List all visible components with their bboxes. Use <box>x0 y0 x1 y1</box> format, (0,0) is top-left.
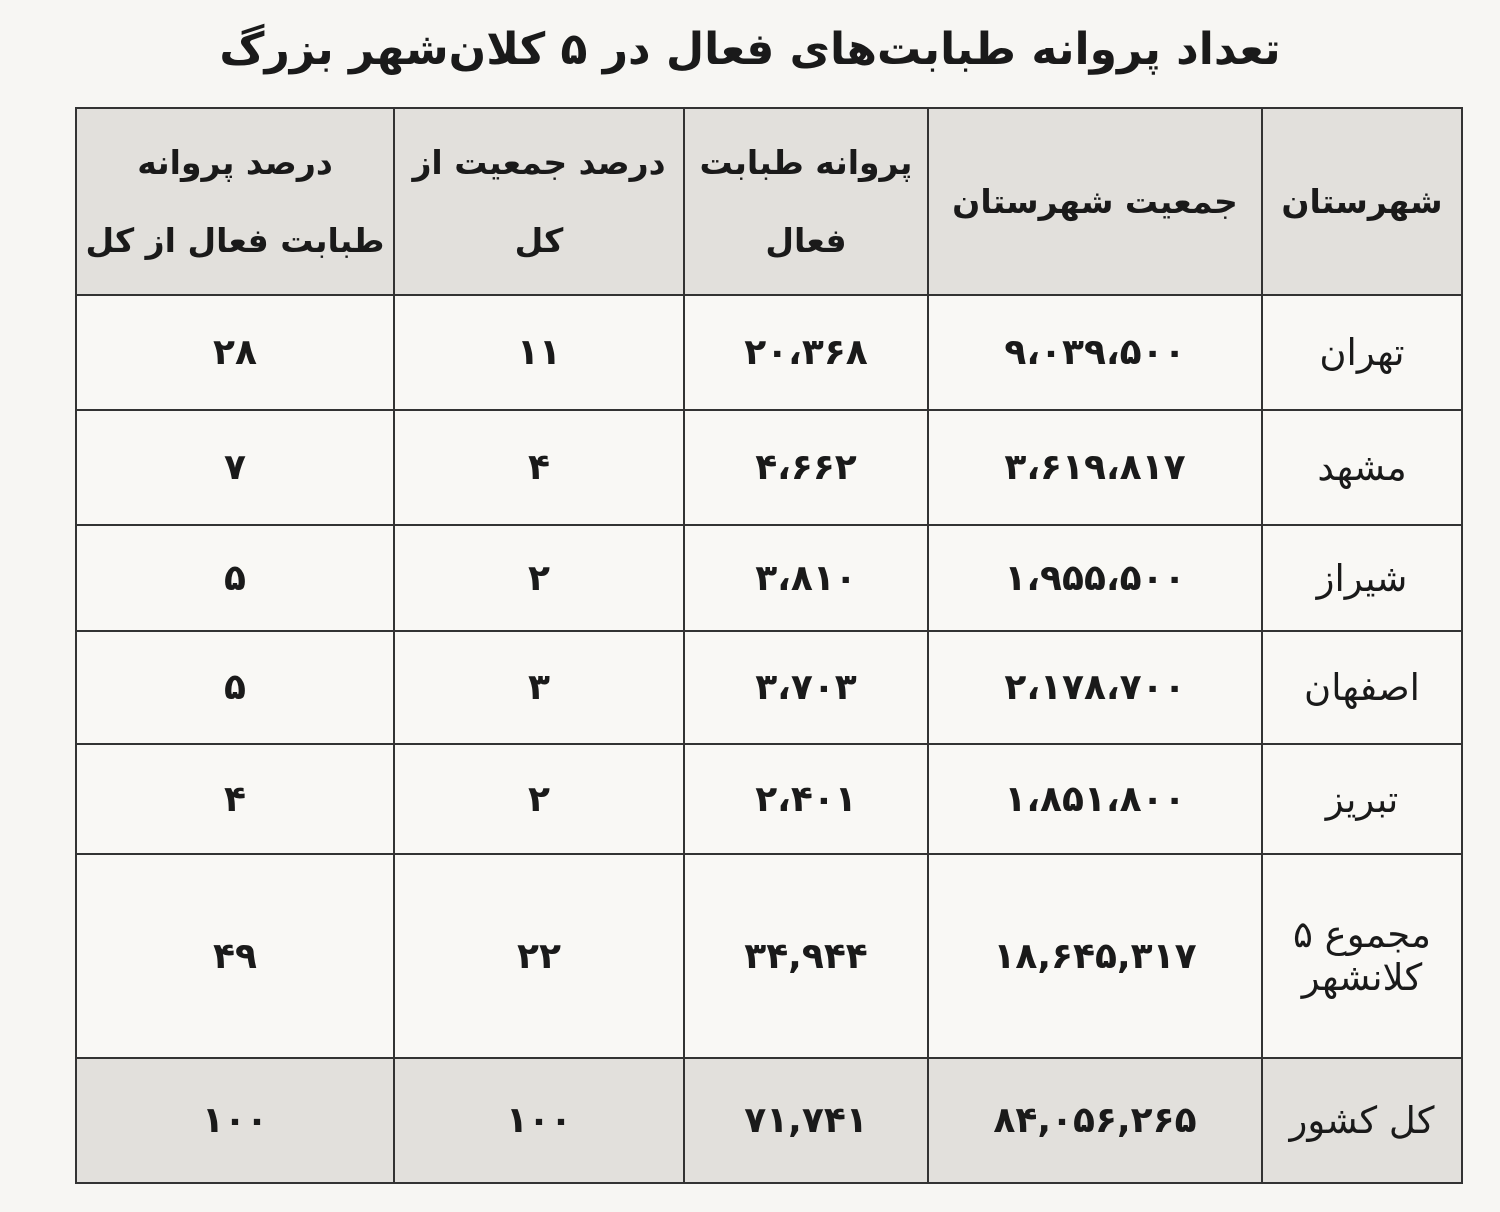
population-percent-cell: ۱۱ <box>394 295 684 410</box>
header-active-license: پروانه طبابت فعال <box>684 108 928 295</box>
table-row <box>76 295 1462 410</box>
license-percent-cell: ۷ <box>76 410 394 525</box>
license-cell: ۲،۴۰۱ <box>684 744 928 854</box>
city-cell: تبریز <box>1262 744 1462 854</box>
license-cell: ۲۰،۳۶۸ <box>684 295 928 410</box>
license-percent-cell: ۴ <box>76 744 394 854</box>
table-row <box>76 410 1462 525</box>
city-cell: مجموع ۵ کلانشهر <box>1262 854 1462 1058</box>
city-cell: تهران <box>1262 295 1462 410</box>
header-license-percent: درصد پروانه طبابت فعال از کل <box>76 108 394 295</box>
license-cell: ۴،۶۶۲ <box>684 410 928 525</box>
license-cell: ۳۴,۹۴۴ <box>684 854 928 1058</box>
table-row-total <box>76 1058 1462 1183</box>
city-cell: کل کشور <box>1262 1058 1462 1183</box>
license-cell: ۳،۷۰۳ <box>684 631 928 744</box>
population-cell: ۱،۸۵۱،۸۰۰ <box>928 744 1262 854</box>
license-cell: ۷۱,۷۴۱ <box>684 1058 928 1183</box>
population-cell: ۸۴,۰۵۶,۲۶۵ <box>928 1058 1262 1183</box>
population-cell: ۱،۹۵۵،۵۰۰ <box>928 525 1262 631</box>
header-population-percent: درصد جمعیت از کل <box>394 108 684 295</box>
population-percent-cell: ۲۲ <box>394 854 684 1058</box>
data-table <box>75 107 1463 1184</box>
population-cell: ۹،۰۳۹،۵۰۰ <box>928 295 1262 410</box>
population-cell: ۱۸,۶۴۵,۳۱۷ <box>928 854 1262 1058</box>
table-row <box>76 744 1462 854</box>
license-cell: ۳،۸۱۰ <box>684 525 928 631</box>
license-percent-cell: ۲۸ <box>76 295 394 410</box>
table-row <box>76 631 1462 744</box>
license-percent-cell: ۵ <box>76 525 394 631</box>
city-cell: شیراز <box>1262 525 1462 631</box>
page-title: تعداد پروانه طبابت‌های فعال در ۵ کلان‌شهر بزرگ <box>219 24 1281 75</box>
city-cell: اصفهان <box>1262 631 1462 744</box>
population-percent-cell: ۲ <box>394 744 684 854</box>
population-cell: ۲،۱۷۸،۷۰۰ <box>928 631 1262 744</box>
city-cell: مشهد <box>1262 410 1462 525</box>
population-percent-cell: ۲ <box>394 525 684 631</box>
population-percent-cell: ۱۰۰ <box>394 1058 684 1183</box>
header-city: شهرستان <box>1262 108 1462 295</box>
license-percent-cell: ۵ <box>76 631 394 744</box>
license-percent-cell: ۴۹ <box>76 854 394 1058</box>
header-population: جمعیت شهرستان <box>928 108 1262 295</box>
population-percent-cell: ۳ <box>394 631 684 744</box>
table-row <box>76 525 1462 631</box>
license-percent-cell: ۱۰۰ <box>76 1058 394 1183</box>
population-cell: ۳،۶۱۹،۸۱۷ <box>928 410 1262 525</box>
population-percent-cell: ۴ <box>394 410 684 525</box>
table-header-row <box>76 108 1462 295</box>
table-row-subtotal <box>76 854 1462 1058</box>
